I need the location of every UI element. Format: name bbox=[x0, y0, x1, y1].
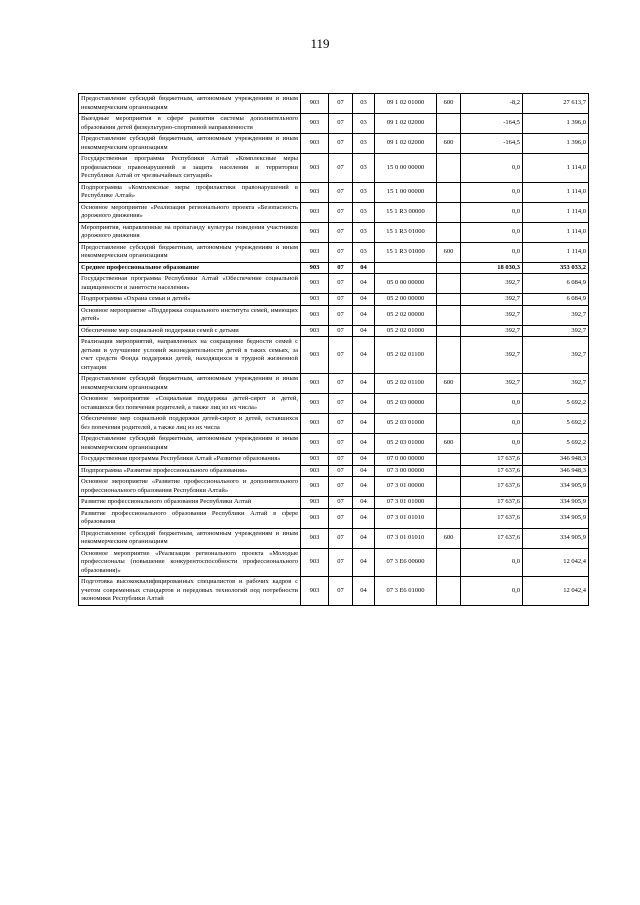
table-row bbox=[79, 262, 589, 274]
section-cell: 07 bbox=[329, 374, 353, 394]
expense-type-cell bbox=[437, 222, 461, 242]
target-article-cell: 05 2 03 01000 bbox=[375, 434, 437, 454]
target-article-cell: 07 0 00 00000 bbox=[375, 454, 437, 466]
subsection-cell: 03 bbox=[353, 182, 375, 202]
row-name-cell: Основное мероприятие «Социальная поддержка детей-сирот и детей, оставшихся без попечения родителей, а также лиц из их числа» bbox=[79, 394, 301, 414]
row-name-cell: Предоставление субсидий бюджетным, автономным учреждениям и иным некоммерческим организациям bbox=[79, 434, 301, 454]
amount-change-cell: 392,7 bbox=[461, 274, 523, 294]
target-article-cell: 07 3 00 00000 bbox=[375, 465, 437, 477]
subsection-cell: 03 bbox=[353, 154, 375, 183]
target-article-cell: 05 2 02 01100 bbox=[375, 374, 437, 394]
admin-code-cell: 903 bbox=[301, 274, 329, 294]
table-row bbox=[79, 497, 589, 509]
admin-code-cell: 903 bbox=[301, 154, 329, 183]
row-name-cell: Подпрограмма «Охрана семьи и детей» bbox=[79, 294, 301, 306]
amount-change-cell: -164,5 bbox=[461, 134, 523, 154]
amount-change-cell: 0,0 bbox=[461, 154, 523, 183]
section-cell: 07 bbox=[329, 465, 353, 477]
expense-type-cell bbox=[437, 508, 461, 528]
expense-type-cell bbox=[437, 414, 461, 434]
section-cell: 07 bbox=[329, 294, 353, 306]
amount-total-cell: 334 905,9 bbox=[523, 528, 589, 548]
amount-total-cell: 12 042,4 bbox=[523, 577, 589, 606]
row-name-cell: Мероприятия, направленные на пропаганду культуры поведения участников дорожного движения bbox=[79, 222, 301, 242]
target-article-cell: 05 2 03 01000 bbox=[375, 414, 437, 434]
table-row bbox=[79, 134, 589, 154]
amount-change-cell: 17 637,6 bbox=[461, 528, 523, 548]
amount-change-cell: -8,2 bbox=[461, 94, 523, 114]
row-name-cell: Предоставление субсидий бюджетным, автономным учреждениям и иным некоммерческим организациям bbox=[79, 134, 301, 154]
amount-total-cell: 392,7 bbox=[523, 325, 589, 337]
expense-type-cell bbox=[437, 274, 461, 294]
target-article-cell: 07 3 01 01000 bbox=[375, 497, 437, 509]
table-row bbox=[79, 414, 589, 434]
row-name-cell: Основное мероприятие «Реализация регионального проекта «Молодые профессионалы (повышение конкурентоспособности профессионального образования)» bbox=[79, 548, 301, 577]
target-article-cell: 05 2 03 00000 bbox=[375, 394, 437, 414]
row-name-cell: Развитие профессионального образования Республики Алтай в сфере образования bbox=[79, 508, 301, 528]
admin-code-cell: 903 bbox=[301, 222, 329, 242]
amount-total-cell: 1 396,0 bbox=[523, 114, 589, 134]
section-cell: 07 bbox=[329, 508, 353, 528]
subsection-cell: 03 bbox=[353, 222, 375, 242]
amount-total-cell: 392,7 bbox=[523, 374, 589, 394]
amount-change-cell: 392,7 bbox=[461, 305, 523, 325]
target-article-cell: 05 2 02 01000 bbox=[375, 325, 437, 337]
amount-change-cell: 0,0 bbox=[461, 548, 523, 577]
subsection-cell: 03 bbox=[353, 242, 375, 262]
section-cell: 07 bbox=[329, 305, 353, 325]
target-article-cell: 09 1 02 01000 bbox=[375, 94, 437, 114]
section-cell: 07 bbox=[329, 325, 353, 337]
table-row bbox=[79, 508, 589, 528]
subsection-cell: 04 bbox=[353, 374, 375, 394]
subsection-cell: 04 bbox=[353, 497, 375, 509]
amount-change-cell: 0,0 bbox=[461, 394, 523, 414]
expense-type-cell: 600 bbox=[437, 134, 461, 154]
expense-type-cell bbox=[437, 477, 461, 497]
table-row bbox=[79, 305, 589, 325]
admin-code-cell: 903 bbox=[301, 134, 329, 154]
section-cell: 07 bbox=[329, 134, 353, 154]
amount-total-cell: 1 114,0 bbox=[523, 202, 589, 222]
section-cell: 07 bbox=[329, 202, 353, 222]
amount-change-cell: 0,0 bbox=[461, 202, 523, 222]
table-row bbox=[79, 182, 589, 202]
target-article-cell: 07 3 E6 00000 bbox=[375, 548, 437, 577]
amount-change-cell: 17 637,6 bbox=[461, 508, 523, 528]
section-cell: 07 bbox=[329, 222, 353, 242]
target-article-cell: 07 3 01 01010 bbox=[375, 528, 437, 548]
amount-total-cell: 27 613,7 bbox=[523, 94, 589, 114]
amount-total-cell: 334 905,9 bbox=[523, 477, 589, 497]
target-article-cell: 05 2 02 00000 bbox=[375, 305, 437, 325]
admin-code-cell: 903 bbox=[301, 454, 329, 466]
subsection-cell: 04 bbox=[353, 294, 375, 306]
target-article-cell: 05 2 02 01100 bbox=[375, 337, 437, 374]
subsection-cell: 04 bbox=[353, 394, 375, 414]
table-row bbox=[79, 548, 589, 577]
table-row bbox=[79, 528, 589, 548]
table-row bbox=[79, 202, 589, 222]
amount-change-cell: 0,0 bbox=[461, 242, 523, 262]
admin-code-cell: 903 bbox=[301, 414, 329, 434]
target-article-cell: 09 1 02 02000 bbox=[375, 134, 437, 154]
target-article-cell: 15 1 R3 00000 bbox=[375, 202, 437, 222]
expense-type-cell bbox=[437, 454, 461, 466]
amount-total-cell: 1 396,0 bbox=[523, 134, 589, 154]
expense-type-cell bbox=[437, 262, 461, 274]
row-name-cell: Предоставление субсидий бюджетным, автономным учреждениям и иным некоммерческим организациям bbox=[79, 528, 301, 548]
expense-type-cell bbox=[437, 305, 461, 325]
subsection-cell: 03 bbox=[353, 134, 375, 154]
section-cell: 07 bbox=[329, 337, 353, 374]
section-cell: 07 bbox=[329, 262, 353, 274]
target-article-cell: 15 1 00 00000 bbox=[375, 182, 437, 202]
section-cell: 07 bbox=[329, 548, 353, 577]
amount-change-cell: 17 637,6 bbox=[461, 465, 523, 477]
subsection-cell: 04 bbox=[353, 465, 375, 477]
admin-code-cell: 903 bbox=[301, 262, 329, 274]
section-cell: 07 bbox=[329, 182, 353, 202]
expense-type-cell bbox=[437, 114, 461, 134]
admin-code-cell: 903 bbox=[301, 242, 329, 262]
subsection-cell: 04 bbox=[353, 577, 375, 606]
section-cell: 07 bbox=[329, 154, 353, 183]
row-name-cell: Развитие профессионального образования Республики Алтай bbox=[79, 497, 301, 509]
subsection-cell: 04 bbox=[353, 508, 375, 528]
amount-change-cell: 17 637,6 bbox=[461, 477, 523, 497]
subsection-cell: 03 bbox=[353, 114, 375, 134]
expense-type-cell: 600 bbox=[437, 94, 461, 114]
subsection-cell: 04 bbox=[353, 337, 375, 374]
amount-total-cell: 353 033,2 bbox=[523, 262, 589, 274]
amount-total-cell: 334 905,9 bbox=[523, 508, 589, 528]
admin-code-cell: 903 bbox=[301, 465, 329, 477]
amount-total-cell: 12 042,4 bbox=[523, 548, 589, 577]
target-article-cell bbox=[375, 262, 437, 274]
table-row bbox=[79, 274, 589, 294]
amount-change-cell: 0,0 bbox=[461, 414, 523, 434]
admin-code-cell: 903 bbox=[301, 114, 329, 134]
section-cell: 07 bbox=[329, 114, 353, 134]
admin-code-cell: 903 bbox=[301, 577, 329, 606]
expense-type-cell: 600 bbox=[437, 242, 461, 262]
amount-total-cell: 1 114,0 bbox=[523, 242, 589, 262]
table-row bbox=[79, 465, 589, 477]
amount-total-cell: 1 114,0 bbox=[523, 222, 589, 242]
subsection-cell: 03 bbox=[353, 94, 375, 114]
amount-change-cell: 0,0 bbox=[461, 222, 523, 242]
subsection-cell: 04 bbox=[353, 262, 375, 274]
expense-type-cell bbox=[437, 202, 461, 222]
admin-code-cell: 903 bbox=[301, 434, 329, 454]
amount-total-cell: 1 114,0 bbox=[523, 154, 589, 183]
admin-code-cell: 903 bbox=[301, 548, 329, 577]
admin-code-cell: 903 bbox=[301, 305, 329, 325]
amount-total-cell: 5 692,2 bbox=[523, 394, 589, 414]
table-row bbox=[79, 294, 589, 306]
budget-table bbox=[78, 93, 589, 606]
amount-total-cell: 6 084,9 bbox=[523, 274, 589, 294]
expense-type-cell bbox=[437, 548, 461, 577]
target-article-cell: 05 2 00 00000 bbox=[375, 294, 437, 306]
amount-total-cell: 392,7 bbox=[523, 337, 589, 374]
expense-type-cell bbox=[437, 497, 461, 509]
target-article-cell: 07 3 E6 01000 bbox=[375, 577, 437, 606]
admin-code-cell: 903 bbox=[301, 325, 329, 337]
admin-code-cell: 903 bbox=[301, 528, 329, 548]
budget-table-body bbox=[79, 94, 589, 606]
section-cell: 07 bbox=[329, 577, 353, 606]
admin-code-cell: 903 bbox=[301, 294, 329, 306]
amount-change-cell: 0,0 bbox=[461, 182, 523, 202]
row-name-cell: Государственная программа Республики Алтай «Обеспечение социальной защищенности и занятости населения» bbox=[79, 274, 301, 294]
subsection-cell: 04 bbox=[353, 274, 375, 294]
row-name-cell: Подпрограмма «Развитие профессионального образования» bbox=[79, 465, 301, 477]
section-cell: 07 bbox=[329, 414, 353, 434]
table-row bbox=[79, 394, 589, 414]
target-article-cell: 07 3 01 01010 bbox=[375, 508, 437, 528]
amount-change-cell: 17 637,6 bbox=[461, 497, 523, 509]
subsection-cell: 04 bbox=[353, 528, 375, 548]
expense-type-cell: 600 bbox=[437, 374, 461, 394]
table-row bbox=[79, 337, 589, 374]
amount-change-cell: 18 030,3 bbox=[461, 262, 523, 274]
admin-code-cell: 903 bbox=[301, 508, 329, 528]
section-cell: 07 bbox=[329, 242, 353, 262]
row-name-cell: Государственная программа Республики Алтай «Комплексные меры профилактики правонарушений и защита населения и территории Республики Алтай от чрезвычайных ситуаций» bbox=[79, 154, 301, 183]
page-number: 119 bbox=[310, 36, 330, 51]
target-article-cell: 05 0 00 00000 bbox=[375, 274, 437, 294]
amount-change-cell: 0,0 bbox=[461, 434, 523, 454]
section-cell: 07 bbox=[329, 477, 353, 497]
target-article-cell: 07 3 01 00000 bbox=[375, 477, 437, 497]
row-name-cell: Реализация мероприятий, направленных на сокращение бедности семей с детьми и улучшение условий жизнедеятельности детей в таких семьях, за счет средств Фонда поддержки детей, находящихся в трудной жизненной ситуации bbox=[79, 337, 301, 374]
table-row bbox=[79, 374, 589, 394]
amount-total-cell: 1 114,0 bbox=[523, 182, 589, 202]
subsection-cell: 04 bbox=[353, 325, 375, 337]
admin-code-cell: 903 bbox=[301, 497, 329, 509]
expense-type-cell bbox=[437, 465, 461, 477]
table-row bbox=[79, 577, 589, 606]
table-row bbox=[79, 454, 589, 466]
target-article-cell: 09 1 02 02000 bbox=[375, 114, 437, 134]
section-cell: 07 bbox=[329, 454, 353, 466]
table-row bbox=[79, 94, 589, 114]
amount-change-cell: 392,7 bbox=[461, 294, 523, 306]
table-row bbox=[79, 242, 589, 262]
target-article-cell: 15 1 R3 01000 bbox=[375, 242, 437, 262]
admin-code-cell: 903 bbox=[301, 337, 329, 374]
admin-code-cell: 903 bbox=[301, 202, 329, 222]
row-name-cell: Основное мероприятие «Развитие профессионального и дополнительного профессионального образования Республики Алтай» bbox=[79, 477, 301, 497]
amount-total-cell: 334 905,9 bbox=[523, 497, 589, 509]
section-cell: 07 bbox=[329, 394, 353, 414]
subsection-cell: 04 bbox=[353, 454, 375, 466]
row-name-cell: Выездные мероприятия в сфере развития системы дополнительного образования детей физкультурно-спортивной направленности bbox=[79, 114, 301, 134]
expense-type-cell bbox=[437, 294, 461, 306]
table-row bbox=[79, 434, 589, 454]
amount-change-cell: 392,7 bbox=[461, 337, 523, 374]
subsection-cell: 04 bbox=[353, 305, 375, 325]
row-name-cell: Основное мероприятие «Поддержка социального института семей, имеющих детей» bbox=[79, 305, 301, 325]
expense-type-cell bbox=[437, 325, 461, 337]
row-name-cell: Предоставление субсидий бюджетным, автономным учреждениям и иным некоммерческим организациям bbox=[79, 242, 301, 262]
target-article-cell: 15 0 00 00000 bbox=[375, 154, 437, 183]
section-cell: 07 bbox=[329, 434, 353, 454]
row-name-cell: Предоставление субсидий бюджетным, автономным учреждениям и иным некоммерческим организациям bbox=[79, 374, 301, 394]
row-name-cell: Подготовка высококвалифицированных специалистов и рабочих кадров с учетом современных стандартов и передовых технологий под потребности экономики Республики Алтай bbox=[79, 577, 301, 606]
table-row bbox=[79, 477, 589, 497]
expense-type-cell bbox=[437, 577, 461, 606]
expense-type-cell: 600 bbox=[437, 434, 461, 454]
admin-code-cell: 903 bbox=[301, 374, 329, 394]
section-cell: 07 bbox=[329, 94, 353, 114]
subsection-cell: 04 bbox=[353, 548, 375, 577]
amount-total-cell: 346 948,3 bbox=[523, 465, 589, 477]
amount-total-cell: 346 948,3 bbox=[523, 454, 589, 466]
expense-type-cell: 600 bbox=[437, 528, 461, 548]
amount-change-cell: 0,0 bbox=[461, 577, 523, 606]
amount-change-cell: 392,7 bbox=[461, 374, 523, 394]
table-row bbox=[79, 114, 589, 134]
row-name-cell: Обеспечение мер социальной поддержки детей-сирот и детей, оставшихся без попечения родителей, а также лиц из их числа bbox=[79, 414, 301, 434]
amount-change-cell: 392,7 bbox=[461, 325, 523, 337]
row-name-cell: Обеспечение мер социальной поддержки семей с детьми bbox=[79, 325, 301, 337]
table-row bbox=[79, 222, 589, 242]
row-name-cell: Основное мероприятие «Реализация регионального проекта «Безопасность дорожного движения» bbox=[79, 202, 301, 222]
expense-type-cell bbox=[437, 182, 461, 202]
admin-code-cell: 903 bbox=[301, 477, 329, 497]
section-cell: 07 bbox=[329, 528, 353, 548]
subsection-cell: 04 bbox=[353, 434, 375, 454]
admin-code-cell: 903 bbox=[301, 394, 329, 414]
row-name-cell: Государственная программа Республики Алтай «Развитие образования» bbox=[79, 454, 301, 466]
row-name-cell: Подпрограмма «Комплексные меры профилактики правонарушений в Республике Алтай» bbox=[79, 182, 301, 202]
subsection-cell: 04 bbox=[353, 414, 375, 434]
section-cell: 07 bbox=[329, 497, 353, 509]
amount-total-cell: 392,7 bbox=[523, 305, 589, 325]
subsection-cell: 03 bbox=[353, 202, 375, 222]
admin-code-cell: 903 bbox=[301, 182, 329, 202]
table-row bbox=[79, 325, 589, 337]
row-name-cell: Среднее профессиональное образование bbox=[79, 262, 301, 274]
subsection-cell: 04 bbox=[353, 477, 375, 497]
row-name-cell: Предоставление субсидий бюджетным, автономным учреждениям и иным некоммерческим организациям bbox=[79, 94, 301, 114]
amount-total-cell: 5 692,2 bbox=[523, 414, 589, 434]
amount-total-cell: 5 692,2 bbox=[523, 434, 589, 454]
expense-type-cell bbox=[437, 337, 461, 374]
amount-change-cell: -164,5 bbox=[461, 114, 523, 134]
amount-change-cell: 17 637,6 bbox=[461, 454, 523, 466]
table-row bbox=[79, 154, 589, 183]
expense-type-cell bbox=[437, 154, 461, 183]
admin-code-cell: 903 bbox=[301, 94, 329, 114]
section-cell: 07 bbox=[329, 274, 353, 294]
amount-total-cell: 6 084,9 bbox=[523, 294, 589, 306]
expense-type-cell bbox=[437, 394, 461, 414]
target-article-cell: 15 1 R3 01000 bbox=[375, 222, 437, 242]
